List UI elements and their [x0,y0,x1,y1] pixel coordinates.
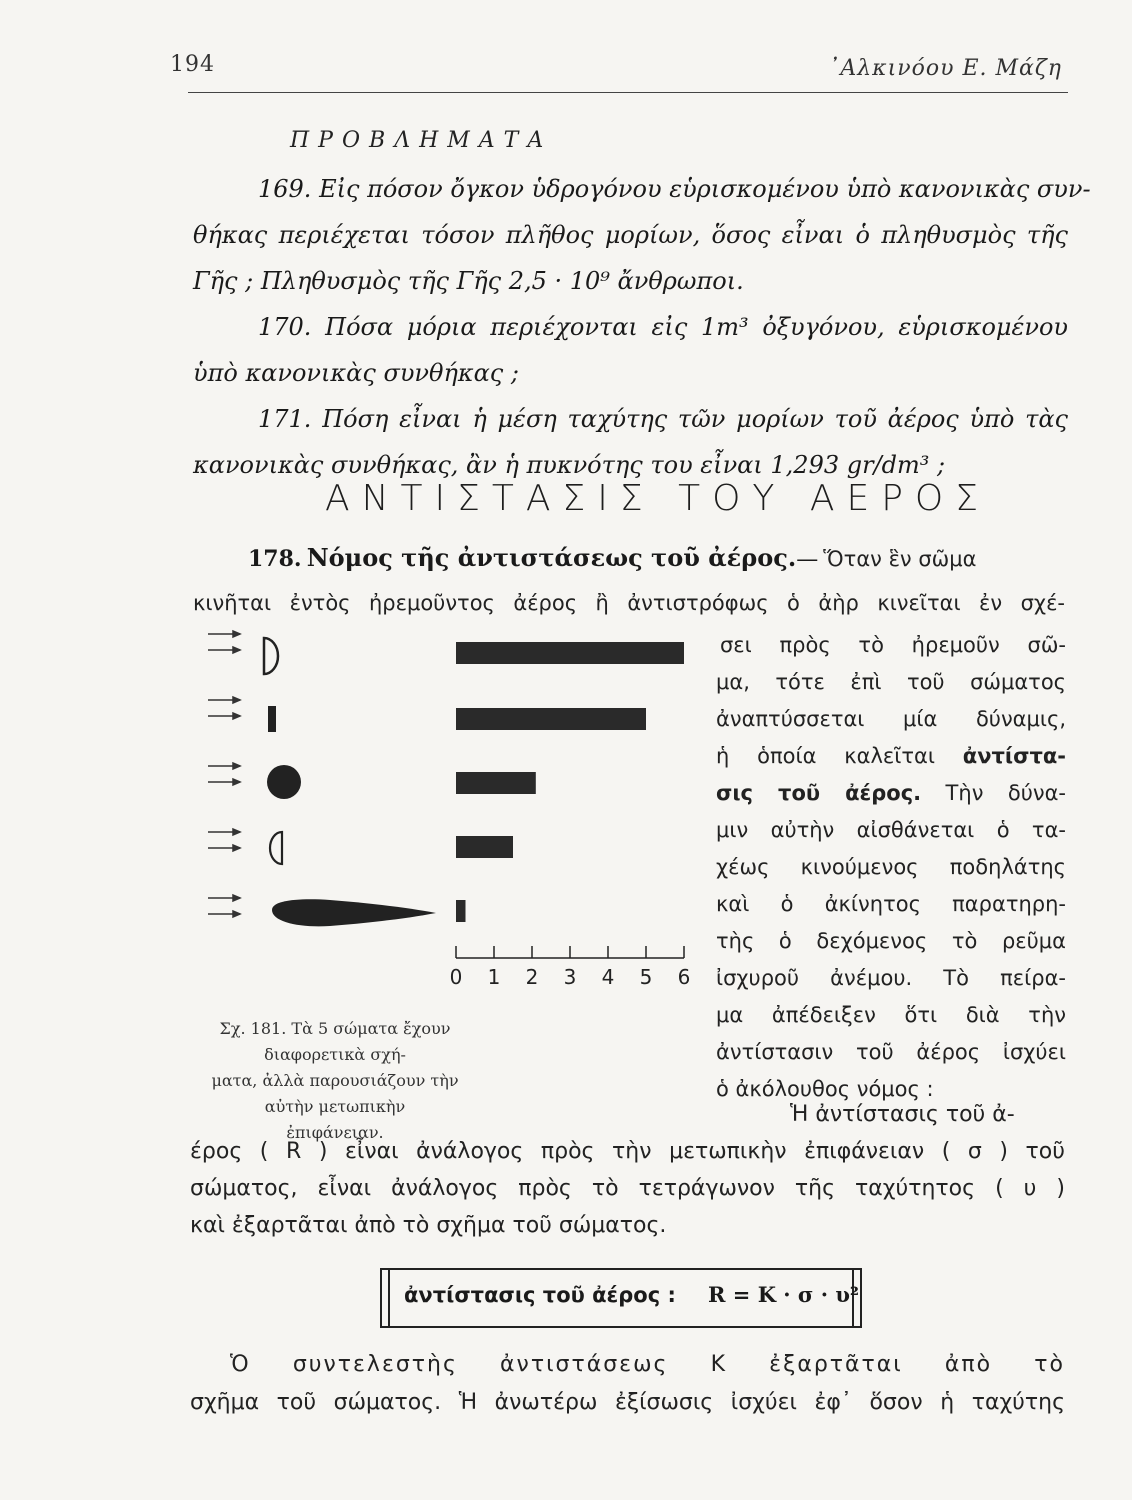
side-line: χέως κινούμενος ποδηλάτης [716,855,1066,879]
law-line: σώματος, εἶναι ἀνάλογος πρὸς τὸ τετράγωνον τῆς ταχύτητος ( υ ) [190,1176,1065,1201]
axis-tick-label: 0 [449,965,463,989]
flow-arrow-head [233,631,240,637]
running-title: ᾿Αλκινόου Ε. Μάζη [828,56,1062,81]
problems-title: ΠΡΟΒΛΗΜΑΤΑ [290,128,553,153]
caption-line: ἐπιφάνειαν. [286,1123,384,1142]
figure-181 [190,620,700,1000]
equation-label: ἀντίστασις τοῦ ἀέρος : [404,1283,676,1307]
axis-tick-label: 6 [677,965,691,989]
resistance-bar [456,708,646,730]
flow-arrow-head [233,829,240,835]
flow-arrow-head [233,911,240,917]
side-line: ἡ ὁποία καλεῖται ἀντίστα- [716,744,1066,768]
paragraph-number: 178. [248,546,302,572]
law-line: καὶ ἐξαρτᾶται ἀπὸ τὸ σχῆμα τοῦ σώματος. [190,1213,667,1238]
figure-caption [185,1016,485,1146]
equation-inner-frame [388,1270,860,1326]
side-line: τὴς ὁ δεχόμενος τὸ ρεῦμα [716,929,1066,953]
axis-tick-label: 5 [639,965,653,989]
equation-box [380,1268,862,1328]
streamlined-body [272,899,436,926]
paragraph-178-first-line [248,540,976,578]
section-title: ΑΝΤΙΣΤΑΣΙΣ ΤΟΥ ΑΕΡΟΣ [325,478,991,519]
half-disc-body [264,638,278,674]
side-line: ἀντίστασιν τοῦ ἀέρος ἰσχύει [716,1040,1066,1064]
caption-line: ματα, ἀλλὰ παρουσιάζουν τὴν αὐτὴν μετωπικὴν [211,1071,459,1116]
resistance-bar [456,772,536,794]
problem-line: 170. Πόσα μόρια περιέχονται εἰς 1m³ ὀξυγόνου, εὑρισκομένου [258,313,1068,341]
page-number: 194 [170,52,215,77]
side-line: μα ἀπέδειξεν ὅτι διὰ τὴν [716,1003,1066,1027]
resistance-bars [456,642,684,922]
side-line: ἰσχυροῦ ἀνέμου. Τὸ πείρα- [716,966,1066,990]
equation-formula: R = K · σ · υ² [708,1282,860,1307]
side-line: σει πρὸς τὸ ἠρεμοῦν σῶ- [720,633,1066,657]
air-flow-arrows [208,631,240,917]
side-line: ὁ ἀκόλουθος νόμος : [716,1077,934,1101]
axis-tick-label: 3 [563,965,577,989]
resistance-bar [456,900,466,922]
closing-line: Ὁ συντελεστὴς ἀντιστάσεως K ἐξαρτᾶται ἀπὸ τὸ [230,1352,1065,1377]
side-line: καὶ ὁ ἀκίνητος παρατηρη- [716,892,1066,916]
axis-tick-label: 1 [487,965,501,989]
heading-dash: — [796,547,819,572]
body-line: κινῆται ἐντὸς ἠρεμοῦντος ἀέρος ἢ ἀντιστρόφως ὁ ἀὴρ κινεῖται ἐν σχέ- [193,591,1065,615]
heading-line-rest: Ὅταν ἓν σῶμα [823,547,977,571]
flow-arrow-head [233,713,240,719]
axis-tick-label: 2 [525,965,539,989]
hemisphere-body [270,832,282,864]
axis-tick-label: 4 [601,965,615,989]
side-line: σις τοῦ ἀέρος. Τὴν δύνα- [716,781,1066,805]
problem-line: 169. Εἰς πόσον ὄγκον ὑδρογόνου εὑρισκομένου ὑπὸ κανονικὰς συν- [258,175,1091,203]
problem-line: 171. Πόση εἶναι ἡ μέση ταχύτης τῶν μορίων τοῦ ἀέρος ὑπὸ τὰς [258,405,1068,433]
problem-line: θήκας περιέχεται τόσον πλῆθος μορίων, ὅσος εἶναι ὁ πληθυσμὸς τῆς [193,221,1068,249]
sphere-body [267,765,301,799]
resistance-bar [456,836,513,858]
closing-line: σχῆμα τοῦ σώματος. Ἡ ἀνωτέρω ἐξίσωσις ἰσχύει ἐφ᾿ ὅσον ἡ ταχύτης [190,1390,1065,1415]
law-line: έρος ( R ) εἶναι ἀνάλογος πρὸς τὴν μετωπικὴν ἐπιφάνειαν ( σ ) τοῦ [190,1139,1065,1164]
caption-line: Σχ. 181. Τὰ 5 σώματα ἔχουν διαφορετικὰ σχή- [219,1019,451,1064]
flow-arrow-head [233,763,240,769]
problem-line: Γῆς ; Πληθυσμὸς τῆς Γῆς 2,5 · 10⁹ ἄνθρωποι. [193,267,744,295]
header-rule [188,92,1068,93]
flow-arrow-head [233,647,240,653]
side-line: ἀναπτύσσεται μία δύναμις, [716,707,1066,731]
side-line: μα, τότε ἐπὶ τοῦ σώματος [716,670,1066,694]
flat-plate-body [268,706,276,732]
resistance-bar [456,642,684,664]
flow-arrow-head [233,697,240,703]
side-line: μιν αὐτὴν αἰσθάνεται ὁ τα- [716,818,1066,842]
flow-arrow-head [233,845,240,851]
flow-arrow-head [233,895,240,901]
resistance-axis [450,946,691,989]
paragraph-heading: Νόμος τῆς ἀντιστάσεως τοῦ ἀέρος. [306,543,797,572]
equation-content [404,1282,859,1307]
flow-arrow-head [233,779,240,785]
law-line: Ἡ ἀντίστασις τοῦ ἀ- [790,1102,1015,1127]
problem-line: ὑπὸ κανονικὰς συνθήκας ; [193,359,519,387]
problem-line: κανονικὰς συνθήκας, ἂν ἡ πυκνότης του εἶναι 1,293 gr/dm³ ; [193,451,946,479]
